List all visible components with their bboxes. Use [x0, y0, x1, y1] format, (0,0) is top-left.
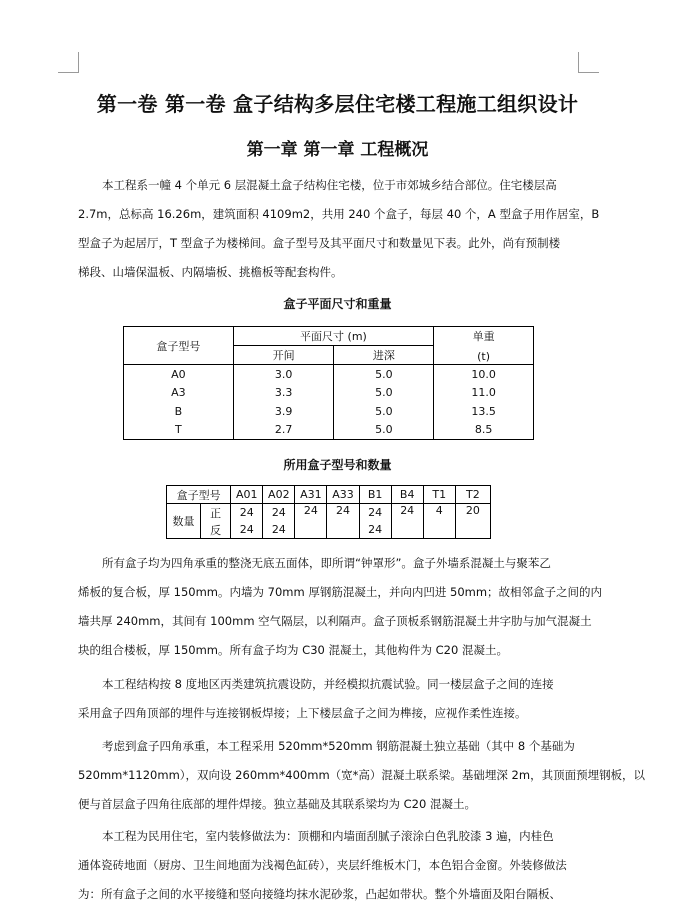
- type-cell: A33: [327, 486, 359, 504]
- back-label: 反: [201, 521, 231, 539]
- paragraph-line: 便与首层盒子四角往底部的埋件焊接。独立基础及其联系梁均为 C20 混凝土。: [78, 797, 476, 811]
- paragraph-line: 本工程结构按 8 度地区丙类建筑抗震设防，并经模拟抗震试验。同一楼层盒子之间的连接: [102, 677, 554, 691]
- paragraph-line: 所有盒子均为四角承重的整浇无底五面体，即所谓“钟罩形”。盒子外墙系混凝土与聚苯乙: [102, 556, 551, 570]
- qty-label: 数量: [167, 504, 201, 539]
- paragraph-line: 通体瓷砖地面（厨房、卫生间地面为浅褐色缸砖），夹层纤维板木门，本色铝合金窗。外装修做法: [78, 858, 567, 872]
- paragraph-line: 采用盒子四角顶部的埋件与连接钢板焊接；上下楼层盒子之间为榫接，应视作柔性连接。: [78, 706, 527, 720]
- type-cell: A31: [295, 486, 327, 504]
- table-row: B 3.9 5.0 13.5: [124, 402, 534, 421]
- paragraph-line: 烯板的复合板，厚 150mm。内墙为 70mm 厚钢筋混凝土，并向内凹进 50mm；故相邻盒子之间的内: [78, 585, 603, 599]
- paragraph-5: [78, 822, 598, 909]
- type-cell: T2: [455, 486, 490, 504]
- page-corner-mark-right: [578, 52, 599, 73]
- type-cell: B4: [391, 486, 423, 504]
- paragraph-line: 块的组合楼板，厚 150mm。所有盒子均为 C30 混凝土，其他构件为 C20 混凝土。: [78, 643, 508, 657]
- chapter-title: 第一章 第一章 工程概况: [246, 140, 429, 160]
- box-size-weight-table: [123, 326, 534, 440]
- paragraph-line: 梯段、山墙保温板、内隔墙板、挑檐板等配套构件。: [78, 265, 343, 279]
- header-weight: 单重 (t): [434, 327, 534, 365]
- paragraph-line: 墙共厚 240mm，其间有 100mm 空气隔层，以利隔声。盒子顶板系钢筋混凝土井字肋与加气混凝土: [78, 614, 592, 628]
- table2-caption: 所用盒子型号和数量: [283, 458, 392, 472]
- paragraph-line: 型盒子为起居厅，T 型盒子为楼梯间。盒子型号及其平面尺寸和数量见下表。此外，尚有预制楼: [78, 236, 561, 250]
- paragraph-4: [78, 732, 646, 819]
- table-row: T 2.7 5.0 8.5: [124, 421, 534, 440]
- paragraph-line: 520mm*1120mm），双向设 260mm*400mm（宽*高）混凝土联系梁。基础埋深 2m，其顶面预埋钢板，以: [78, 768, 646, 782]
- type-cell: A01: [231, 486, 263, 504]
- paragraph-2: [78, 549, 603, 665]
- box-type-quantity-table: 盒子型号 A01 A02 A31 A33 B1 B4 T1 T2 数量 正 24 24 24 24 24 24 4 20 反 24 24 24: [166, 485, 491, 539]
- header-size: 平面尺寸 (m): [233, 327, 434, 346]
- paragraph-3: [78, 670, 598, 728]
- type-cell: A02: [263, 486, 295, 504]
- table-row: A0 3.0 5.0 10.0: [124, 365, 534, 384]
- header-type: 盒子型号: [167, 486, 231, 504]
- front-label: 正: [201, 504, 231, 522]
- header-width: 开间: [233, 346, 334, 365]
- paragraph-line: 2.7m，总标高 16.26m，建筑面积 4109m2，共用 240 个盒子，每层 40 个，A 型盒子用作居室，B: [78, 207, 600, 221]
- header-depth: 进深: [334, 346, 434, 365]
- table-row: A3 3.3 5.0 11.0: [124, 384, 534, 403]
- type-cell: B1: [359, 486, 391, 504]
- type-cell: T1: [423, 486, 455, 504]
- paragraph-line: 考虑到盒子四角承重，本工程采用 520mm*520mm 钢筋混凝土独立基础（其中 8 个基础为: [102, 739, 575, 753]
- document-title: 第一卷 第一卷 盒子结构多层住宅楼工程施工组织设计: [96, 92, 579, 116]
- paragraph-line: 本工程系一幢 4 个单元 6 层混凝土盒子结构住宅楼，位于市郊城乡结合部位。住宅楼层高: [102, 178, 557, 192]
- paragraph-1: [78, 171, 598, 287]
- page-corner-mark-left: [58, 52, 79, 73]
- paragraph-line: 为：所有盒子之间的水平接缝和竖向接缝均抹水泥砂浆，凸起如带状。整个外墙面及阳台隔板、: [78, 887, 561, 901]
- table1-caption: 盒子平面尺寸和重量: [283, 297, 392, 311]
- paragraph-line: 本工程为民用住宅，室内装修做法为：顶棚和内墙面刮腻子滚涂白色乳胶漆 3 遍，内桂色: [102, 829, 554, 843]
- header-type: 盒子型号: [124, 327, 234, 365]
